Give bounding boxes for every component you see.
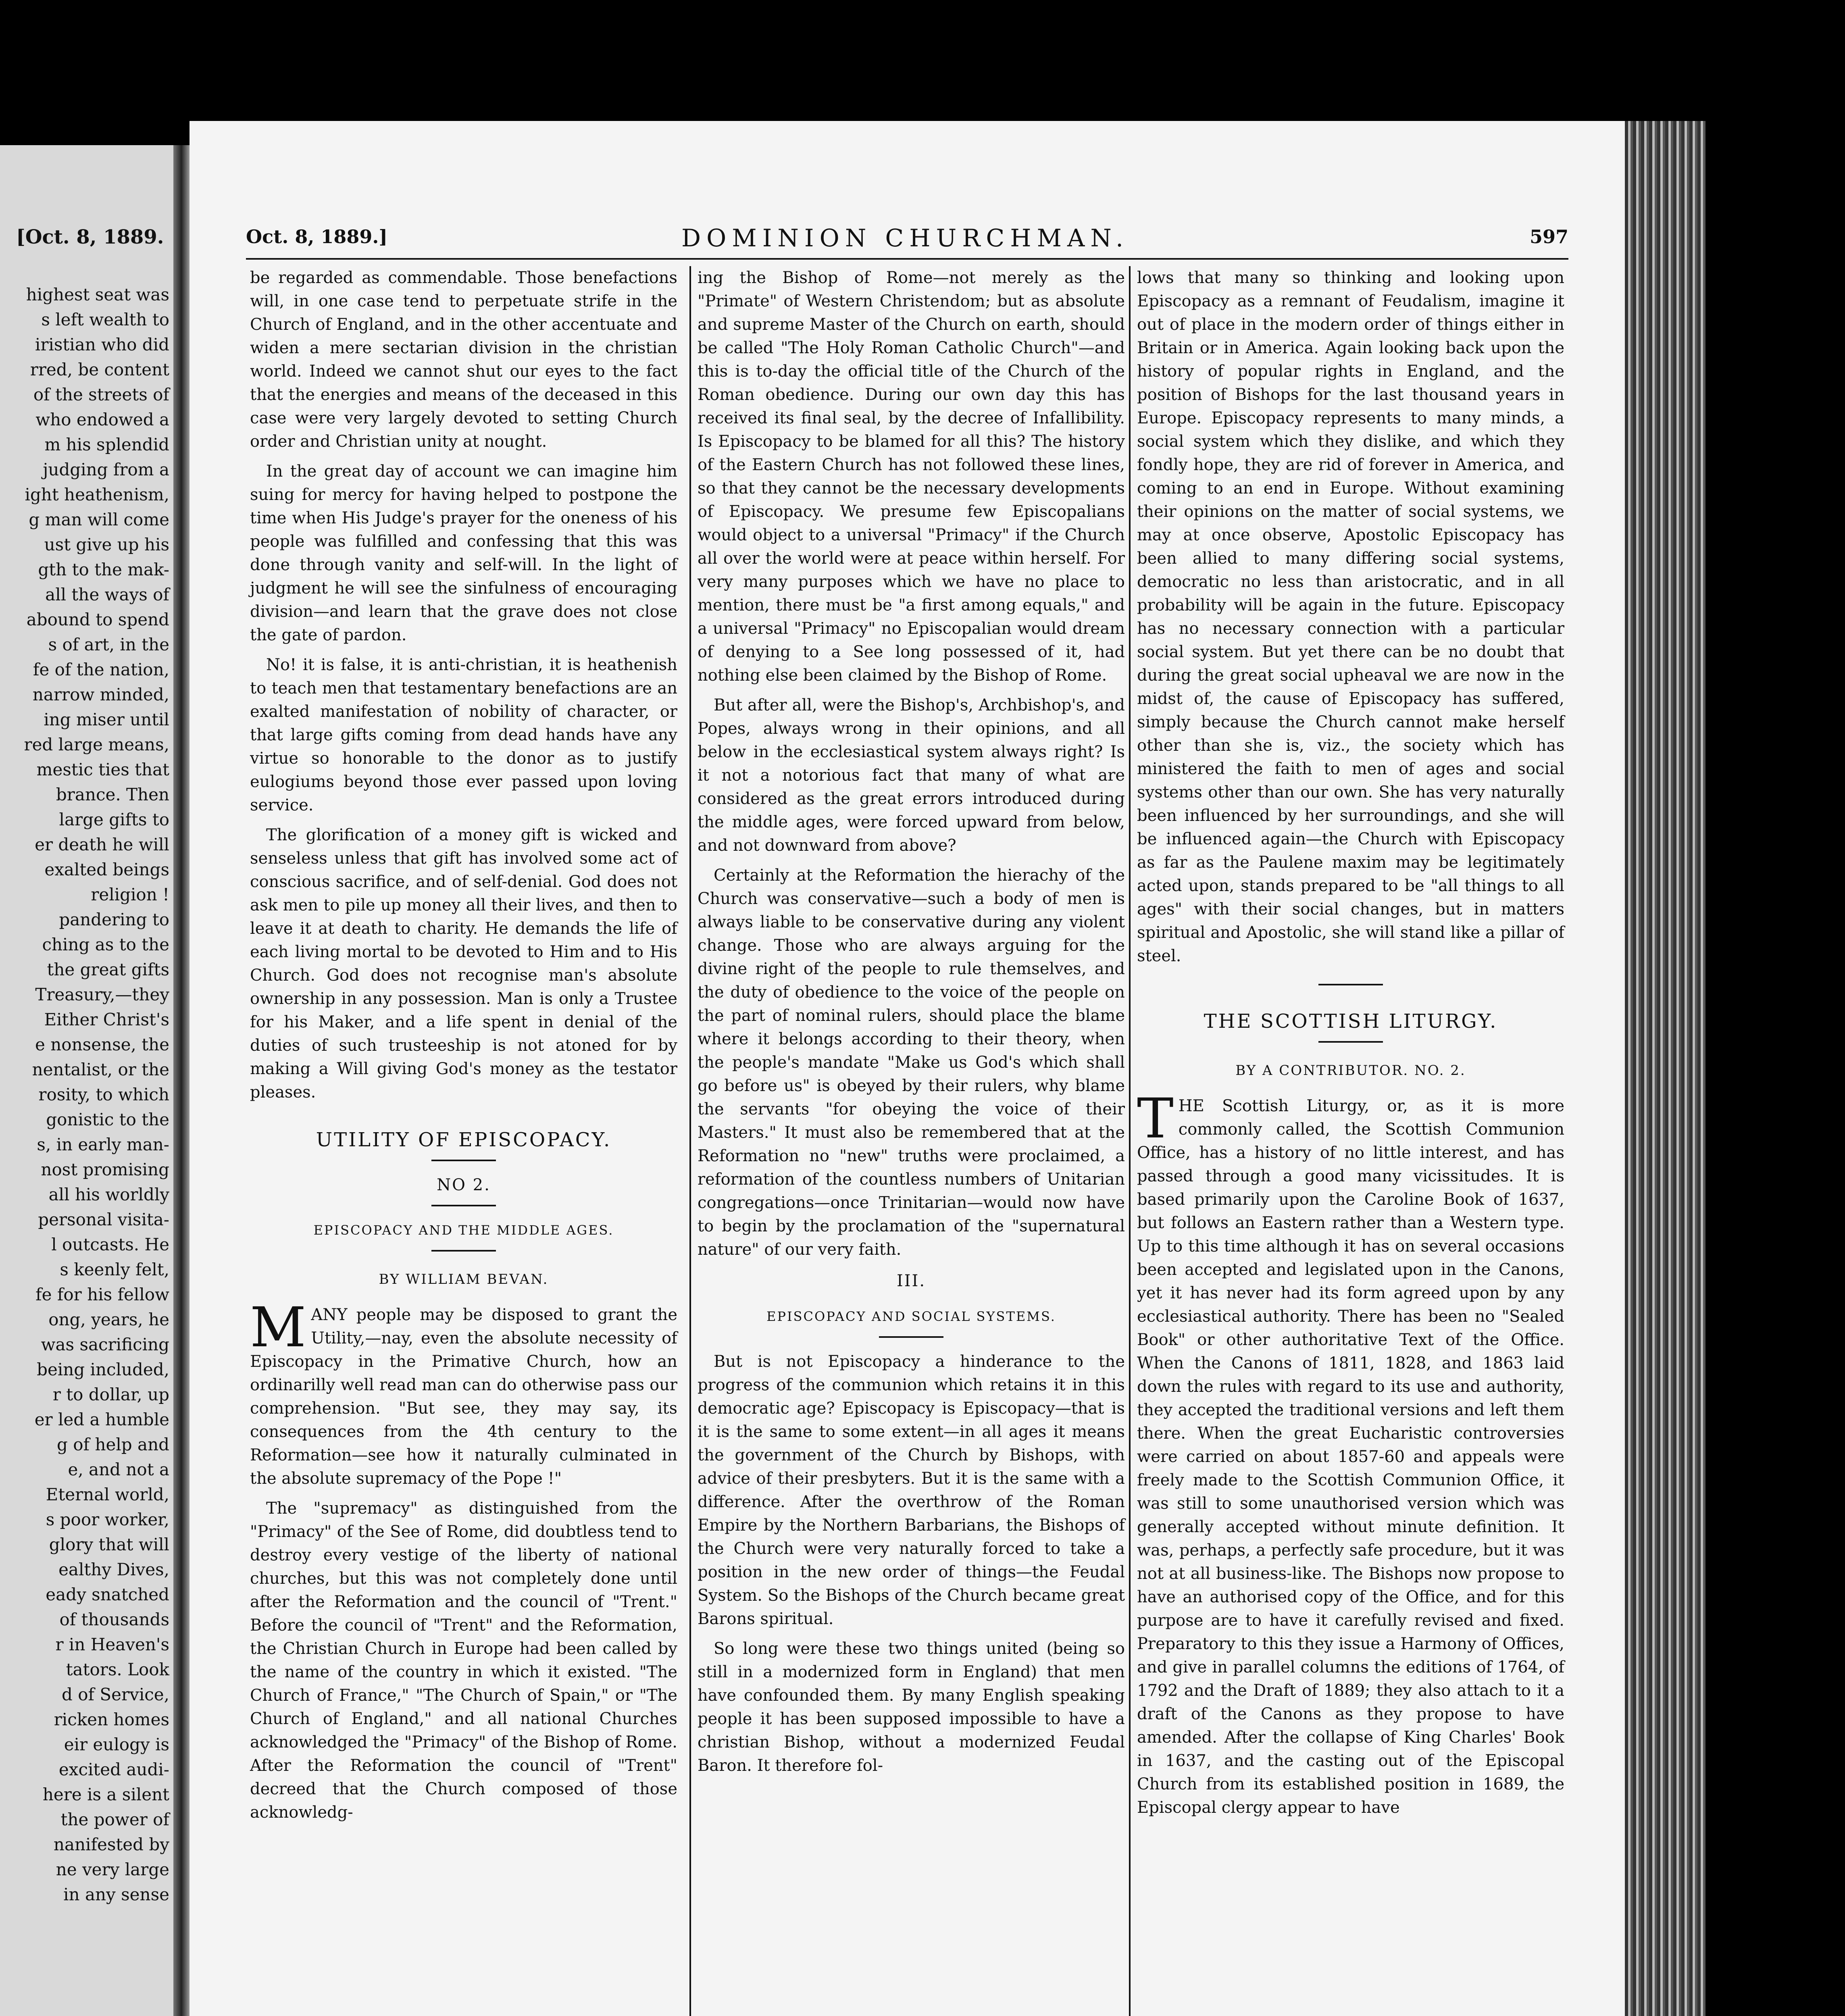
column-rule-2 (1129, 266, 1131, 2016)
left-page-line: pandering to (59, 910, 169, 929)
paragraph: Certainly at the Reformation the hierachy of the Church was conservative—such a body of men is always liable to be conservative during any violent change. Those who are always arguing for the divine right of the people to rule themselves, and the duty of obedience to the voice of the people on the part of nominal rulers, should place the blame where it belongs according to their theory, when the people's mandate "Make us God's which shall go before us" is obeyed by their rulers, why blame the servants "for obeying the voice of their Masters." It must also be remembered that at the Reformation no "new" truths were proclaimed, a reformation of the countless numbers of Unitarian congregations—once Trinitarian—would now have to begin by the proclamation of the "supernatural nature" of our very faith. (698, 866, 1125, 1259)
left-page-line: Either Christ's (44, 1010, 169, 1029)
divider (431, 1160, 496, 1161)
left-page-line: m his splendid (44, 435, 169, 454)
divider (1318, 984, 1383, 985)
newspaper-page (189, 121, 1625, 2016)
left-page-line: of the streets of (33, 385, 169, 404)
article-heading: THE SCOTTISH LITURGY. (1204, 1010, 1498, 1033)
left-page-line: who endowed a (35, 410, 169, 429)
divider (1318, 1041, 1383, 1043)
paragraph: ing the Bishop of Rome—not merely as the "Primate" of Western Christendom; but as absolute and supreme Master of the Church on earth, should be called "The Holy Roman Catholic Church"—and this is to-day the official title of the Church of the Roman obedience. During our own day this has received its final seal, by the decree of Infallibility. Is Episcopacy to be blamed for all this? The history of the Eastern Church has not followed these lines, so that they cannot be the necessary developments of Episcopacy. We presume few Episcopalians would object to a universal "Primacy" if the Church all over the world were at peace within herself. For very many purposes which we have no place to mention, there must be "a first among equals," and a universal "Primacy" no Episcopalian would dream of denying to a See long possessed of it, had nothing else been claimed by the Bishop of Rome. (698, 269, 1125, 685)
section-subheading: EPISCOPACY AND SOCIAL SYSTEMS. (766, 1309, 1056, 1324)
divider (879, 1336, 943, 1338)
column-1 (250, 266, 677, 1831)
paragraph: The glorification of a money gift is wicked and senseless unless that gift has involved some act of conscious sacrifice, and of self-denial. God does not ask men to pile up money all their lives, and then to leave it at death to charity. He demands the life of each living mortal to be devoted to Him and to His Church. God does not recognise man's absolute ownership in any possession. Man is only a Trustee for his Maker, and a life spent in denial of the duties of such trusteeship is not atoned for by making a Will giving God's money as the testator pleases. (250, 826, 677, 1102)
left-page-line: d of Service, (61, 1685, 169, 1704)
left-page-line: being included, (37, 1360, 169, 1379)
paragraph: The "supremacy" as distinguished from the "Primacy" of the See of Rome, did doubtless tend to destroy every vestige of the liberty of national churches, but this was not completely done until after the Reformation and the council of "Trent." Before the council of "Trent" and the Reformation, the Christian Church in Europe had been called by the name of the country in which it existed. "The Church of France," "The Church of Spain," or "The Church of England," and all national Churches acknowledged the "Primacy" of the Bishop of Rome. After the Reformation the council of "Trent" decreed that the Church composed of those acknowledg- (250, 1499, 677, 1822)
drop-cap: T (1137, 1087, 1174, 1151)
left-page-line: s keenly felt, (60, 1260, 169, 1279)
left-page-line: personal visita- (38, 1210, 169, 1229)
byline: BY A CONTRIBUTOR. NO. 2. (1235, 1062, 1466, 1079)
left-page-line: rred, be content (30, 360, 169, 379)
article-number: NO 2. (437, 1176, 491, 1194)
byline: BY WILLIAM BEVAN. (379, 1271, 549, 1287)
left-page-line: g man will come (29, 510, 169, 529)
left-page-date: [Oct. 8, 1889. (16, 226, 164, 248)
left-page-line: fe of the nation, (33, 660, 169, 679)
left-page-line: ight heathenism, (25, 485, 169, 504)
left-page-line: the great gifts (47, 960, 169, 979)
left-page-line: of thousands (59, 1610, 169, 1629)
divider (431, 1250, 496, 1252)
left-page-line: eady snatched (46, 1585, 169, 1604)
left-page-line: s, in early man- (37, 1135, 169, 1154)
left-page-line: fe for his fellow (35, 1285, 169, 1304)
section-numeral: III. (896, 1272, 926, 1290)
left-page-line: ust give up his (44, 535, 169, 554)
paragraph: be regarded as commendable. Those benefactions will, in one case tend to perpetuate strife in the Church of England, and in the other accentuate and widen a mere sectarian division in the christian world. Indeed we cannot shut our eyes to the fact that the energies and means of the deceased in this case were very largely devoted to setting Church order and Christian unity at nought. (250, 269, 677, 451)
paragraph: But is not Episcopacy a hinderance to the progress of the communion which retains it in this democratic age? Episcopacy is Episcopacy—that is it is the same to some extent—in all ages it means the government of the Church by Bishops, with advice of their presbyters. But it is the same with a difference. After the overthrow of the Roman Empire by the Northern Barbarians, the Bishops of the Church were very naturally forced to take a position in the new order of things—the Feudal System. So the Bishops of the Church became great Barons spiritual. (698, 1352, 1125, 1628)
left-page-line: was sacrificing (41, 1335, 169, 1354)
paragraph (250, 1296, 677, 1490)
left-page-line: ealthy Dives, (58, 1560, 169, 1579)
article-heading: UTILITY OF EPISCOPACY. (316, 1129, 612, 1151)
paragraph (1137, 1087, 1564, 1819)
book-gutter (173, 145, 189, 2016)
left-page-line: all his worldly (48, 1185, 169, 1204)
page-edges (1625, 121, 1705, 2016)
issue-date: Oct. 8, 1889.] (246, 226, 388, 248)
left-page-line: abound to spend (26, 610, 169, 629)
page-number: 597 (1529, 226, 1568, 248)
left-page-line: l outcasts. He (51, 1235, 169, 1254)
article-subheading: EPISCOPACY AND THE MIDDLE AGES. (313, 1223, 614, 1238)
left-page-line: the power of (60, 1810, 169, 1829)
left-page-line: ong, years, he (48, 1310, 169, 1329)
paragraph: In the great day of account we can imagine him suing for mercy for having helped to postpone the time when His Judge's prayer for the oneness of his people was fulfilled and confessing that this was done through vanity and self-will. In the light of judgment he will see the sinfulness of encouraging division—and learn that the grave does not close the gate of pardon. (250, 462, 677, 644)
left-page-line: highest seat was (26, 285, 169, 304)
paragraph-text: HE Scottish Liturgy, or, as it is more commonly called, the Scottish Communion Office, has a history of no little interest, and has passed through a good many vicissitudes. It is based primarily upon the Caroline Book of 1637, but follows an Eastern rather than a Western type. Up to this time although it has on several occasions been accepted and legislated upon in the Canons, yet it has never had its form agreed upon by any ecclesiastical authority. There has been no "Sealed Book" or other authoritative Text of the Office. When the Canons of 1811, 1828, and 1863 laid down the rules with regard to its use and authority, they accepted the traditional versions and left them there. When the great Eucharistic controversies were carried on about 1857-60 and appeals were freely made to the Scottish Communion Office, it was still to some unauthorised version which was generally accepted without minute definition. It was, perhaps, a perfectly safe procedure, but it was not at all business-like. The Bishops now propose to have an authorised copy of the Office, and for this purpose are to have it carefully revised and fixed. Preparatory to this they issue a Harmony of Offices, and give in parallel columns the editions of 1764, of 1792 and the Draft of 1889; they also attach to it a draft of the Canons as they propose to have amended. After the collapse of King Charles' Book in 1637, and the casting out of the Episcopal Church from its established position in 1689, the Episcopal clergy appear to have (1137, 1097, 1564, 1817)
column-2 (698, 266, 1125, 1784)
left-page-line: e, and not a (68, 1460, 169, 1479)
paragraph-text: ANY people may be disposed to grant the Utility,—nay, even the absolute necessity of Episcopacy in the Primative Church, how an ordinarilly well read man can do otherwise pass our comprehension. "But see, they may say, its consequences from the 4th century to the Reformation—see how it naturally culminated in the absolute supremacy of the Pope !" (250, 1306, 677, 1488)
left-page-line: s left wealth to (41, 310, 169, 329)
left-page-line: er led a humble (34, 1410, 169, 1429)
column-rule-1 (689, 266, 691, 2016)
left-page-line: all the ways of (45, 585, 169, 604)
left-page-line: ching as to the (42, 935, 169, 954)
left-page-line: ricken homes (54, 1710, 169, 1729)
left-page-line: r in Heaven's (55, 1635, 169, 1654)
left-page-line: iristian who did (35, 335, 169, 354)
left-page-line: e nonsense, the (35, 1035, 169, 1054)
left-page-line: gonistic to the (46, 1110, 169, 1129)
left-page-line: g of help and (57, 1435, 169, 1454)
paragraph: But after all, were the Bishop's, Archbishop's, and Popes, always wrong in their opinions, and all below in the ecclesiastical system always right? Is it not a notorious fact that many of what are considered as the great errors introduced during the middle ages, were forced upward from below, and not downward from above? (698, 696, 1125, 855)
left-page-line: nentalist, or the (32, 1060, 169, 1079)
paragraph: So long were these two things united (being so still in a modernized form in England) that men have confounded them. By many English speaking people it has been supposed impossible to have a christian Bishop, without a modernized Feudal Baron. It therefore fol- (698, 1639, 1125, 1775)
left-page-line: exalted beings (44, 860, 169, 879)
left-page-line: here is a silent (42, 1785, 169, 1804)
left-page-text (0, 282, 169, 1907)
left-page-line: religion ! (91, 885, 169, 904)
column-3 (1137, 266, 1564, 1826)
left-page-line: s of art, in the (48, 635, 169, 654)
left-page-line: brance. Then (56, 785, 169, 804)
masthead-title: DOMINION CHURCHMAN. (681, 224, 1129, 252)
left-page-line: red large means, (24, 735, 169, 754)
left-page-line: ne very large (56, 1860, 169, 1879)
paragraph: lows that many so thinking and looking upon Episcopacy as a remnant of Feudalism, imagine it out of place in the modern order of things either in Britain or in America. Again looking back upon the history of popular rights in England, and the position of Bishops for the last thousand years in Europe. Episcopacy represents to many minds, a social system which they dislike, and which they fondly hope, they are rid of forever in America, and coming to an end in Europe. Without examining their opinions on the matter of social systems, we may at once observe, Apostolic Episcopacy has been allied to many differing social systems, democratic no less than aristocratic, and in all probability will be again in the future. Episcopacy has no necessary connection with a particular social system. But yet there can be no doubt that during the great social upheaval we are now in the midst of, the cause of Episcopacy has suffered, simply because the Church cannot make herself other than she is, viz., the society which has ministered the faith to men of ages and social systems other than our own. She has very naturally been influenced by her surroundings, and she will be influenced again—the Church with Episcopacy as far as the Paulene maxim may be legitimately acted upon, stands prepared to be "all things to all ages" with their social changes, but in matters spiritual and Apostolic, she will stand like a pillar of steel. (1137, 269, 1564, 965)
divider (431, 1205, 496, 1206)
left-page-line: nost promising (41, 1160, 169, 1179)
left-page-line: er death he will (35, 835, 169, 854)
left-page-line: nanifested by (53, 1835, 169, 1854)
left-page-line: gth to the mak- (38, 560, 169, 579)
left-page-line: r to dollar, up (52, 1385, 169, 1404)
left-page-line: in any sense (63, 1885, 169, 1904)
left-page-line: s poor worker, (46, 1510, 169, 1529)
running-head (246, 226, 1568, 258)
left-page-line: ing miser until (44, 710, 169, 729)
left-page-line: glory that will (49, 1535, 169, 1554)
left-page-fragment (0, 145, 173, 2016)
left-page-line: Eternal world, (46, 1485, 169, 1504)
paragraph: No! it is false, it is anti-christian, it is heathenish to teach men that testamentary benefactions are an exalted manifestation of nobility of character, or that large gifts coming from dead hands have any virtue so honorable to the donor as to justify eulogiums beyond those ever passed upon loving service. (250, 656, 677, 814)
left-page-line: tators. Look (66, 1660, 169, 1679)
left-page-line: eir eulogy is (64, 1735, 169, 1754)
left-page-line: excited audi- (58, 1760, 169, 1779)
left-page-line: Treasury,—they (35, 985, 169, 1004)
left-page-line: mestic ties that (36, 760, 169, 779)
drop-cap: M (250, 1296, 306, 1360)
left-page-line: rosity, to which (38, 1085, 169, 1104)
left-page-line: narrow minded, (32, 685, 169, 704)
left-page-line: large gifts to (59, 810, 169, 829)
header-rule (246, 258, 1568, 260)
left-page-line: judging from a (43, 460, 169, 479)
